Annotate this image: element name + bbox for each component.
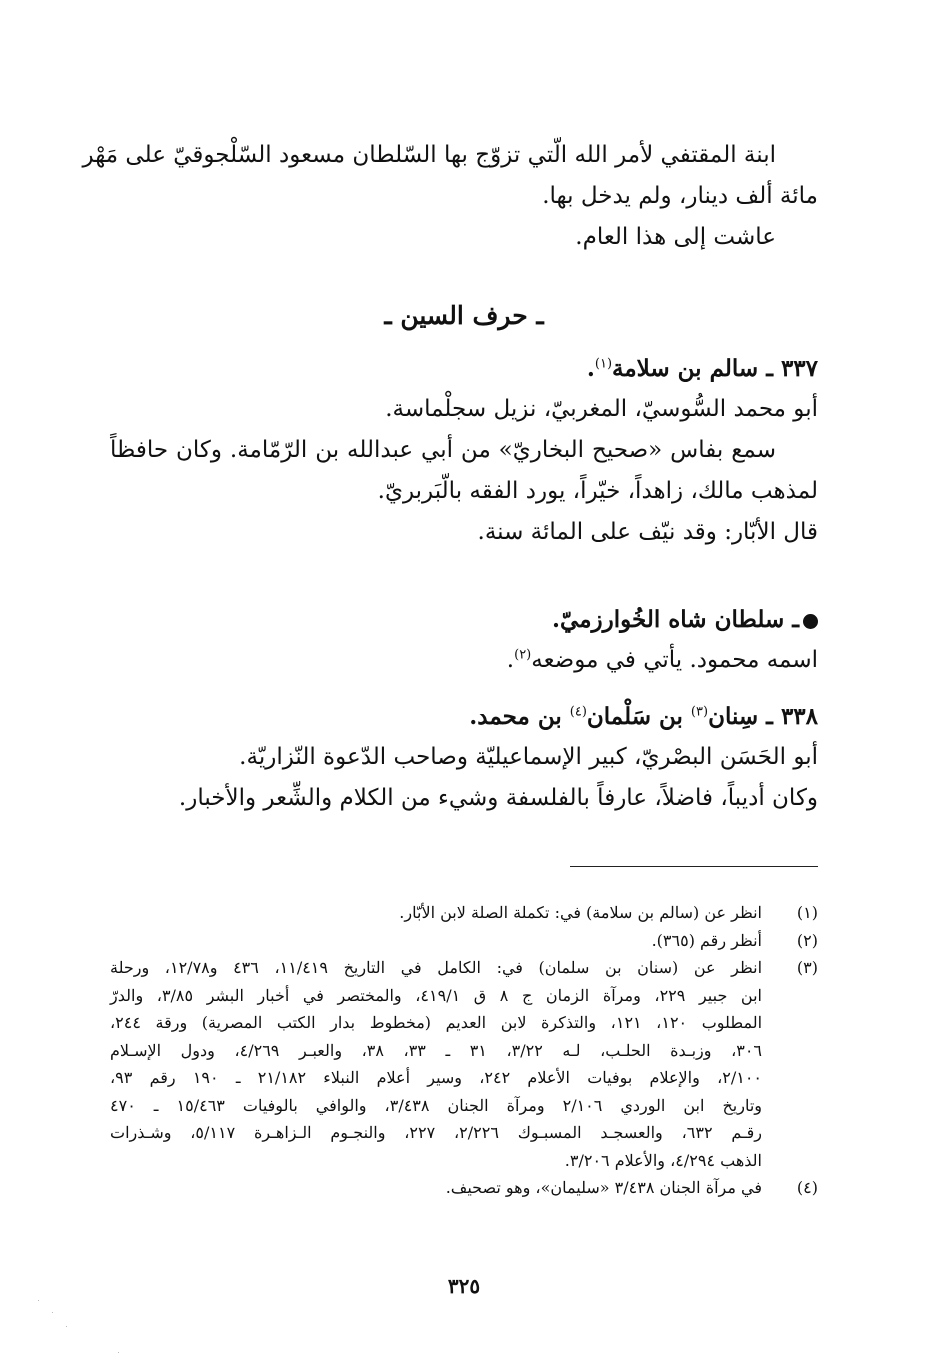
footnote-4 bbox=[110, 1174, 818, 1202]
footnote-text: أنظر رقم (٣٦٥). bbox=[651, 930, 762, 950]
entry-heading bbox=[110, 348, 818, 389]
scan-speck bbox=[118, 1352, 119, 1353]
scan-speck bbox=[66, 1326, 67, 1327]
footnote-2 bbox=[110, 927, 818, 955]
footnote-text: رقـم ٦٣٢، والعسجـد المسبـوك ٢/٢٢٦، ٢٢٧، والنجـوم الـزاهـرة ٥/١١٧، وشـذرات bbox=[110, 1123, 763, 1142]
footnote-1 bbox=[110, 899, 818, 927]
scan-speck bbox=[38, 1300, 39, 1301]
footnote-text: ٣٠٦، وزبـدة الحلـب، لـه ٣/٢٢، ٣١ ـ ٣٣، ٣٨، والعبـر ٤/٢٦٩، ودول الإسـلام bbox=[110, 1040, 763, 1060]
footnote-ref: (٤) bbox=[569, 704, 587, 720]
entry-heading-text: بن سَلْمان bbox=[586, 703, 691, 730]
footnote-text: وتاريخ ابن الوردي ٢/١٠٦ ومرآة الجنان ٣/٤٣٨، والوافي بالوفيات ١٥/٤٦٣ ـ ٤٧٠ bbox=[110, 1095, 763, 1115]
entry-line: أبو محمد السُّوسيّ، المغربيّ، نزيل سجلْماسة. bbox=[385, 396, 818, 422]
intro-line: مائة ألف دينار، ولم يدخل بها. bbox=[542, 183, 818, 209]
entry-337 bbox=[110, 348, 818, 553]
entry-line-text: اسمه محمود. يأتي في موضعه bbox=[531, 647, 818, 673]
entry-line bbox=[110, 640, 818, 681]
entry-line: لمذهب مالك، زاهداً، خيّراً، يورد الفقه بالّبَربريّ. bbox=[377, 478, 818, 504]
footnote-separator bbox=[570, 866, 818, 867]
entry-line: سمع بفاس «صحيح البخاريّ» من أبي عبدالله بن الرّمّامة. وكان حافظاً bbox=[110, 437, 776, 463]
line-end: . bbox=[506, 647, 515, 673]
entry-sultan-shah bbox=[110, 599, 818, 681]
footnote-number: (١) bbox=[796, 903, 818, 922]
section-title: ـ حرف السين ـ bbox=[384, 301, 544, 330]
heading-end: . bbox=[586, 355, 595, 382]
entry-heading bbox=[110, 599, 818, 640]
entry-heading-text: بن محمد. bbox=[469, 703, 570, 730]
footnote-ref: (٣) bbox=[690, 704, 709, 720]
entry-line: قال الأبّار: وقد نيّف على المائة سنة. bbox=[477, 519, 818, 545]
footnote-text: في مرآة الجنان ٣/٤٣٨ «سليمان»، وهو تصحيف. bbox=[445, 1178, 762, 1197]
intro-line: عاشت إلى هذا العام. bbox=[575, 224, 776, 250]
footnote-number: (٢) bbox=[796, 930, 818, 950]
entry-338 bbox=[110, 696, 818, 819]
footnote-number: (٤) bbox=[796, 1178, 818, 1197]
footnote-number: (٣) bbox=[796, 958, 818, 977]
entry-heading-text: ٣٣٧ ـ سالم بن سلامة bbox=[612, 355, 818, 382]
entry-line: أبو الحَسَن البصْريّ، كبير الإسماعيليّة وصاحب الدّعوة النّزاريّة. bbox=[239, 744, 818, 770]
intro-paragraph bbox=[82, 135, 818, 258]
footnote-3 bbox=[110, 954, 818, 1174]
scan-speck bbox=[52, 1312, 53, 1313]
footnotes bbox=[110, 899, 818, 1202]
footnote-ref: (٢) bbox=[514, 647, 532, 663]
footnote-text: الذهب ٤/٢٩٤، والأعلام ٣/٢٠٦. bbox=[564, 1150, 762, 1170]
footnote-text: ابن جبير ٢٢٩، ومرآة الزمان ج ٨ ق ٤١٩/١، والمختصر في أخبار البشر ٣/٨٥، والدرّ bbox=[110, 985, 763, 1005]
footnote-text: ٢/١٠٠، والإعلام بوفيات الأعلام ٢٤٢، وسير أعلام النبلاء ٢١/١٨٢ ـ ١٩٠ رقم ٩٣، bbox=[110, 1068, 763, 1087]
footnote-text: انظر عن (سنان بن سلمان) في: الكامل في التاريخ ١١/٤١٩، ٤٣٦ و١٢/٧٨، ورحلة bbox=[110, 958, 763, 977]
footnote-text: المطلوب ١٢٠، ١٢١، والتذكرة لابن العديم (مخطوط بدار الكتب المصرية) ورقة ٢٤٤، bbox=[110, 1013, 763, 1032]
entry-heading-text: ـ سلطان شاه الخُوارزميّ. bbox=[552, 606, 799, 633]
page-number: ٣٢٥ bbox=[447, 1274, 481, 1298]
footnote-text: انظر عن (سالم بن سلامة) في: تكملة الصلة لابن الأبّار. bbox=[399, 903, 762, 922]
bullet-icon bbox=[803, 614, 818, 629]
entry-line: وكان أديباً، فاضلاً، عارفاً بالفلسفة وشيء من الكلام والشِّعر والأخبار. bbox=[178, 785, 818, 811]
entry-heading bbox=[110, 696, 818, 737]
intro-line: ابنة المقتفي لأمر الله الّتي تزوّج بها السّلطان مسعود السّلْجوقيّ على مَهْر bbox=[82, 142, 776, 168]
footnote-ref: (١) bbox=[594, 356, 613, 372]
entry-heading-text: ٣٣٨ ـ سِنان bbox=[708, 703, 818, 730]
